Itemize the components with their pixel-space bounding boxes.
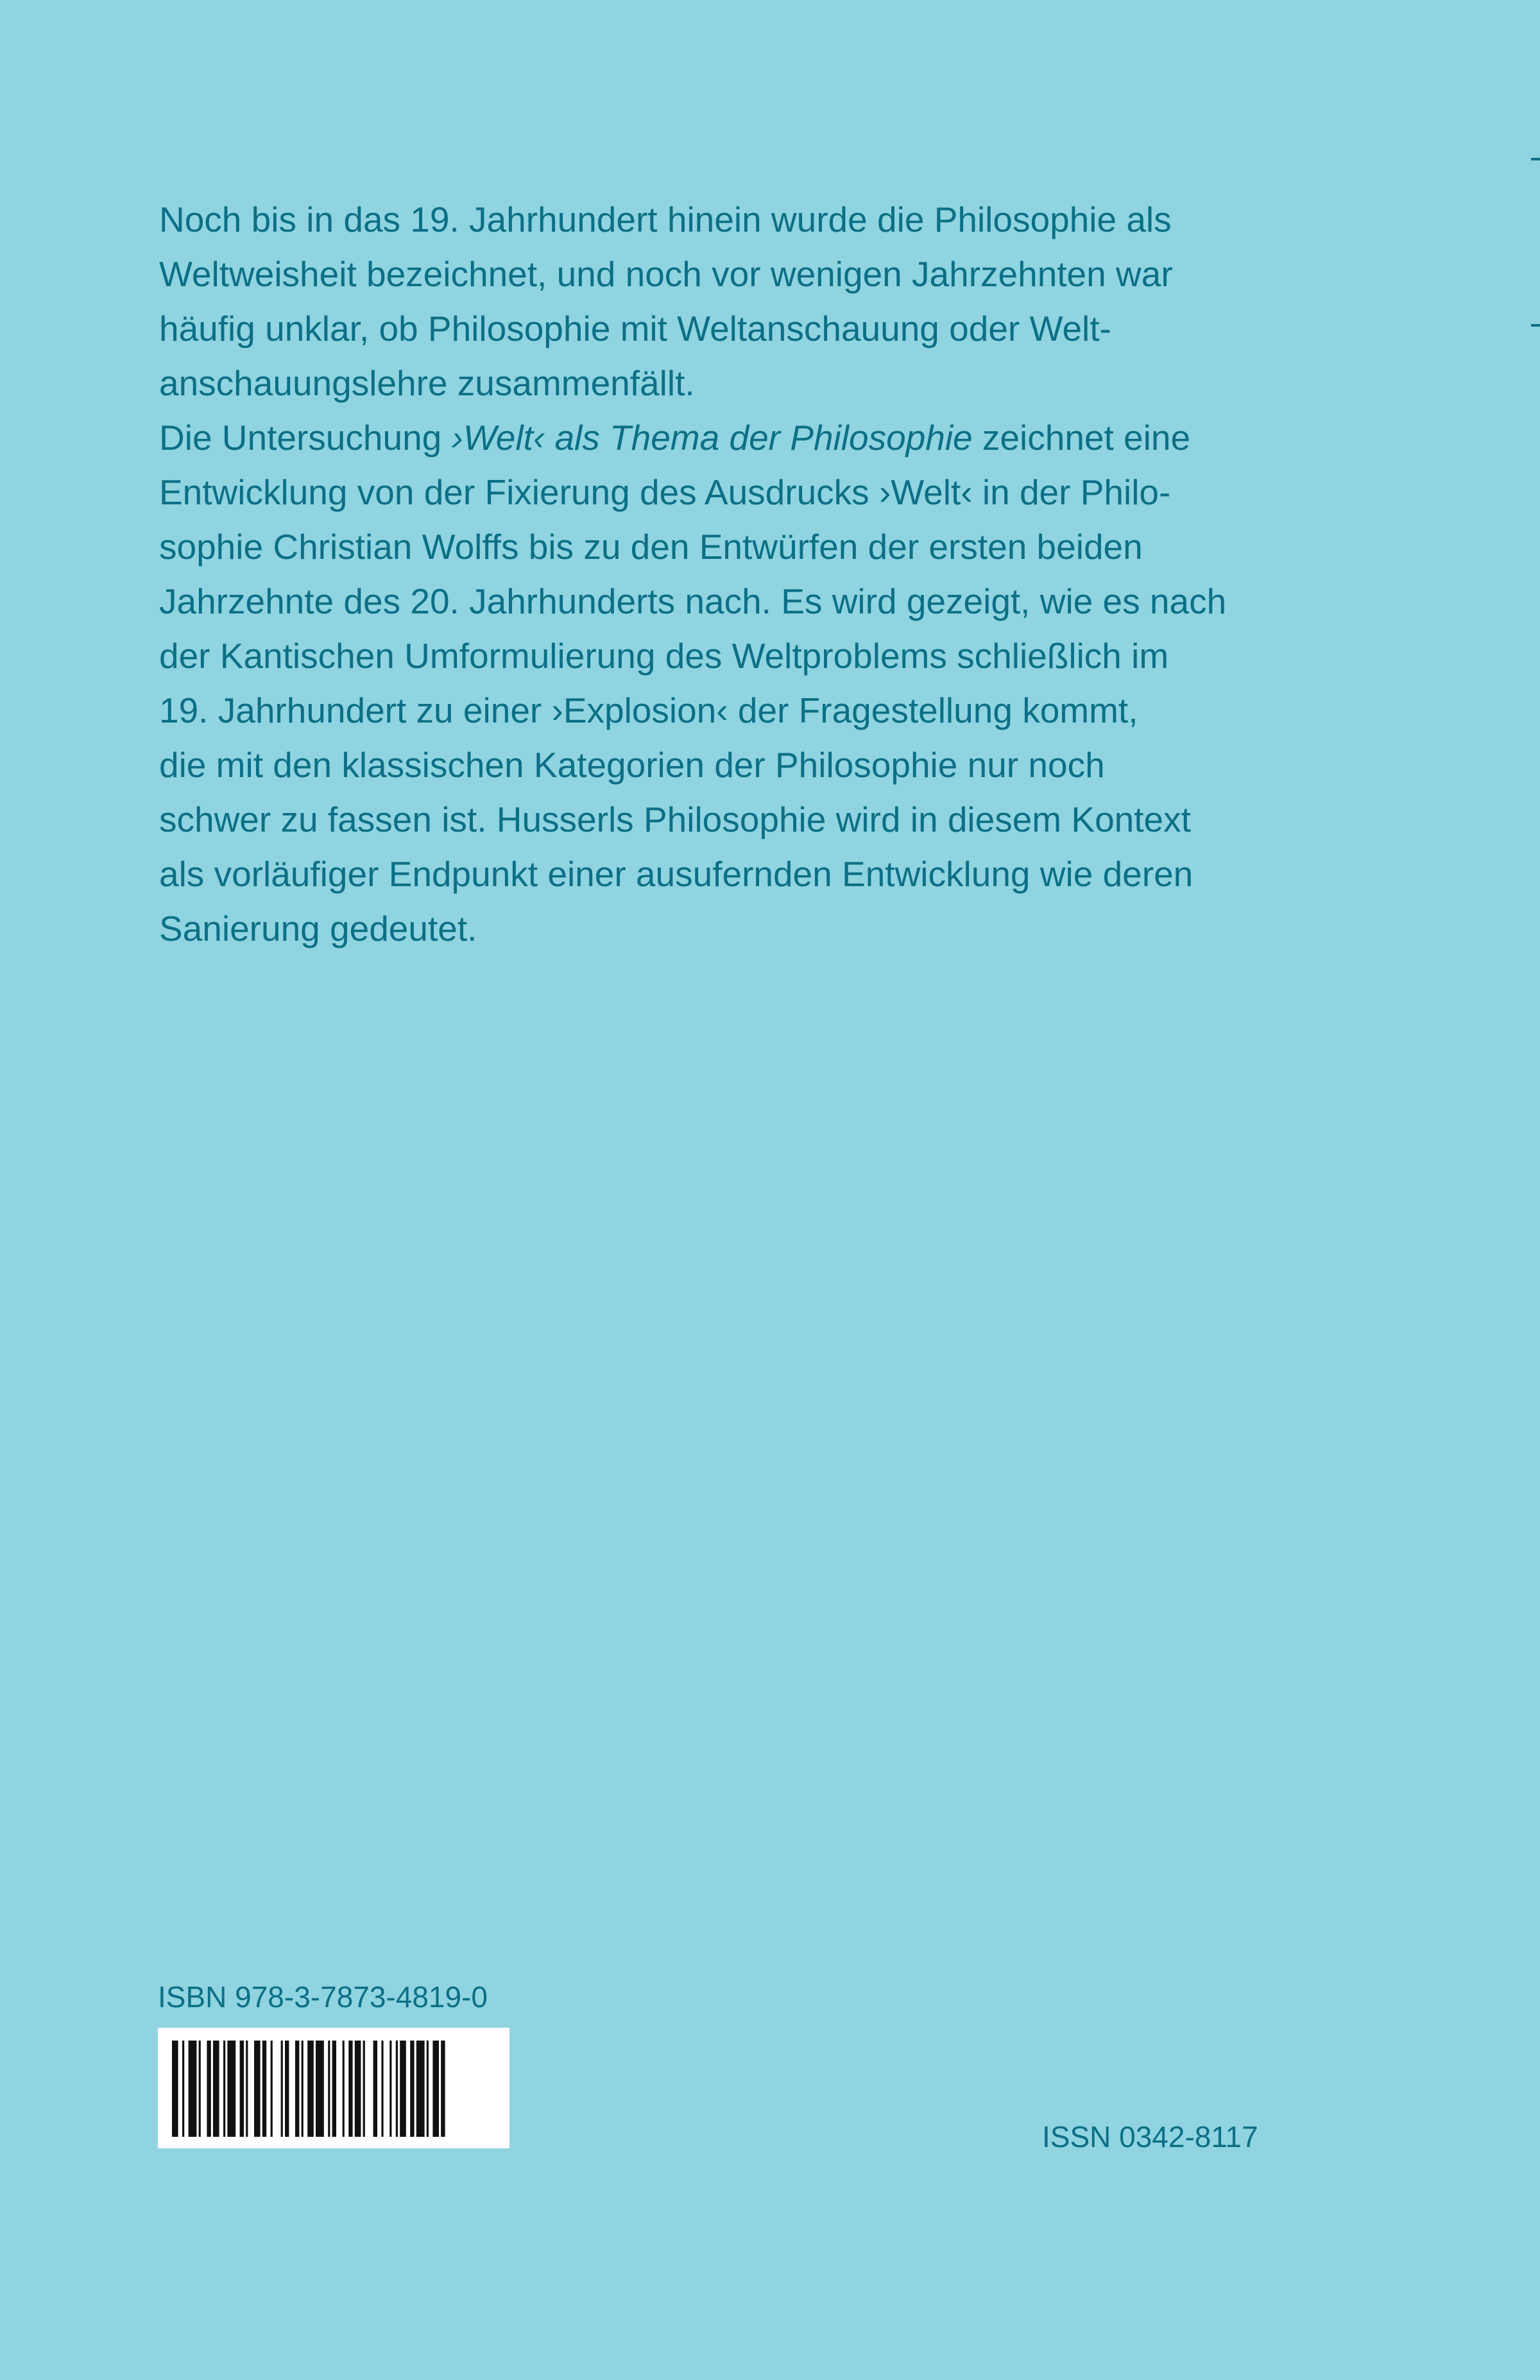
barcode-bar xyxy=(343,2041,345,2137)
barcode-bar xyxy=(172,2041,178,2137)
barcode-bar xyxy=(223,2041,225,2137)
blurb-line: als vorläufiger Endpunkt einer ausufernden Entwicklung wie deren xyxy=(159,854,1194,894)
blurb-line: sophie Christian Wolffs bis zu den Entwürfen der ersten beiden xyxy=(159,527,1143,567)
barcode-bar xyxy=(373,2041,377,2137)
barcode-bar xyxy=(254,2041,261,2137)
blurb-line: Weltweisheit bezeichnet, und noch vor wenigen Jahrzehnten war xyxy=(159,254,1173,294)
barcode-bar xyxy=(427,2041,429,2137)
barcode-bar xyxy=(295,2041,299,2137)
blurb-text: zeichnet eine xyxy=(972,418,1191,458)
blurb-line xyxy=(159,411,1340,465)
barcode-bar xyxy=(416,2041,425,2137)
blurb-line: Jahrzehnte des 20. Jahrhunderts nach. Es wird gezeigt, wie es nach xyxy=(159,581,1227,621)
back-cover-blurb xyxy=(159,193,1340,956)
barcode-bar xyxy=(316,2041,324,2137)
barcode-bar xyxy=(182,2041,184,2137)
barcode xyxy=(158,2028,509,2148)
barcode-bar xyxy=(281,2041,283,2137)
barcode-bar xyxy=(189,2041,197,2137)
barcode-bar xyxy=(246,2041,248,2137)
barcode-bar xyxy=(410,2041,414,2137)
barcode-bar xyxy=(240,2041,244,2137)
isbn-label: ISBN 978-3-7873-4819-0 xyxy=(158,1980,488,2014)
barcode-bar xyxy=(432,2041,439,2137)
blurb-line: anschauungslehre zusammenfällt. xyxy=(159,363,695,403)
blurb-line: Sanierung gedeutet. xyxy=(159,909,477,948)
barcode-bar xyxy=(285,2041,289,2137)
barcode-bar xyxy=(441,2041,445,2137)
blurb-line: schwer zu fassen ist. Husserls Philosophie wird in diesem Kontext xyxy=(159,800,1191,839)
barcode-bar xyxy=(213,2041,219,2137)
blurb-line: die mit den klassischen Kategorien der Philosophie nur noch xyxy=(159,745,1105,785)
blurb-text: Die Untersuchung xyxy=(159,418,452,458)
barcode-bar xyxy=(227,2041,235,2137)
crop-mark-bottom xyxy=(1531,324,1540,327)
barcode-bar xyxy=(332,2041,336,2137)
blurb-line: der Kantischen Umformulierung des Weltproblems schließlich im xyxy=(159,636,1169,676)
barcode-bar xyxy=(348,2041,352,2137)
crop-mark-top xyxy=(1531,158,1540,160)
barcode-bar xyxy=(381,2041,383,2137)
blurb-line: 19. Jahrhundert zu einer ›Explosion‹ der Fragestellung kommt, xyxy=(159,690,1138,730)
barcode-bar xyxy=(262,2041,266,2137)
barcode-bar xyxy=(363,2041,365,2137)
barcode-bar xyxy=(400,2041,406,2137)
blurb-line: Noch bis in das 19. Jahrhundert hinein wurde die Philosophie als xyxy=(159,200,1172,239)
barcode-bar xyxy=(389,2041,391,2137)
barcode-bar xyxy=(199,2041,201,2137)
blurb-line: Entwicklung von der Fixierung des Ausdrucks ›Welt‹ in der Philo- xyxy=(159,472,1171,512)
barcode-bar xyxy=(355,2041,361,2137)
blurb-line: häufig unklar, ob Philosophie mit Weltanschauung oder Welt- xyxy=(159,309,1111,348)
book-title: ›Welt‹ als Thema der Philosophie xyxy=(451,418,973,458)
barcode-bar xyxy=(396,2041,398,2137)
barcode-bar xyxy=(328,2041,330,2137)
barcode-bar xyxy=(307,2041,314,2137)
barcode-bar xyxy=(207,2041,210,2137)
barcode-bar xyxy=(271,2041,273,2137)
barcode-bar xyxy=(302,2041,304,2137)
issn-label: ISSN 0342-8117 xyxy=(1042,2120,1258,2153)
barcode-graphic xyxy=(158,2028,509,2148)
